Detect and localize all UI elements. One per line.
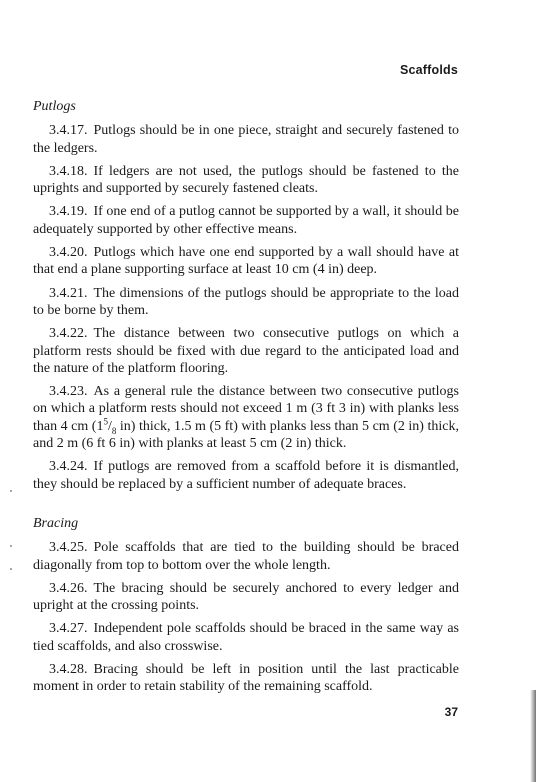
paragraph-number: 3.4.18. xyxy=(49,163,88,179)
paragraph-number: 3.4.25. xyxy=(49,540,88,556)
page-number: 37 xyxy=(444,705,458,719)
paragraph-text: The distance between two consecutive putlogs on which a platform rests should be fixed with due regard to the anticipated load and the nature of the platform flooring. xyxy=(33,326,459,376)
paragraph-text: Pole scaffolds that are tied to the building should be braced diagonally from top to bottom over the whole length. xyxy=(33,540,459,573)
paragraph-3-4-19 xyxy=(33,203,459,238)
paragraph-text: The bracing should be securely anchored to every ledger and upright at the crossing points. xyxy=(33,580,459,614)
paragraph-number: 3.4.17. xyxy=(49,123,88,139)
paragraph-3-4-24 xyxy=(33,458,459,493)
fraction-numerator: 5 xyxy=(103,416,108,427)
scan-speck xyxy=(10,490,12,492)
paragraph-number: 3.4.20. xyxy=(49,245,88,261)
fraction-denominator: 8 xyxy=(111,425,117,436)
paragraph-3-4-17 xyxy=(33,122,459,157)
paragraph-text: If putlogs are removed from a scaffold before it is dismantled, they should be replaced by a sufficient number of adequate braces. xyxy=(33,459,459,492)
section-heading-bracing: Bracing xyxy=(33,515,79,531)
paragraph-3-4-26 xyxy=(33,580,459,615)
scan-edge-shadow xyxy=(530,690,536,782)
section-heading-putlogs: Putlogs xyxy=(33,99,76,114)
paragraph-text: If ledgers are not used, the putlogs should be fastened to the uprights and supported by securely fastened cleats. xyxy=(33,163,459,197)
paragraph-text-after: in) thick, 1.5 m (5 ft) with planks less than 5 cm (2 in) thick, and 2 m (6 ft 6 in) with planks at least 5 cm (2 in) thick. xyxy=(33,418,459,452)
paragraph-number: 3.4.21. xyxy=(49,285,88,301)
paragraph-text-before: As a general rule the distance between two consecutive putlogs on which a platform rests should not exceed 1 m (3 ft 3 in) with planks less than 4 cm (1 xyxy=(33,384,459,434)
paragraph-number: 3.4.28. xyxy=(49,662,88,678)
paragraph-number: 3.4.26. xyxy=(49,580,88,596)
paragraph-number: 3.4.19. xyxy=(49,204,88,220)
paragraph-3-4-23: 3.4.23. As a general rule the distance between two consecutive putlogs on which a platform rests should not exceed 1 m (3 ft 3 in) with planks less than 4 cm ($1^5/_8$ in) thick, 1.5 m (5 ft) with planks less than 5 cm (2 in) thick, and 2 m (6 ft 6 in) with planks at least 5 cm (2 in) thick. xyxy=(33,384,459,452)
paragraph-text: Bracing should be left in position until the last practicable moment in order to retain stability of the remaining scaffold. xyxy=(33,662,459,695)
paragraph-text: Independent pole scaffolds should be braced in the same way as tied scaffolds, and also crosswise. xyxy=(33,621,459,654)
page-body xyxy=(33,98,459,702)
scan-speck xyxy=(10,568,12,570)
paragraph-number: 3.4.27. xyxy=(49,621,88,637)
running-head: Scaffolds xyxy=(399,63,458,77)
paragraph-3-4-22 xyxy=(33,325,459,377)
paragraph-3-4-18 xyxy=(33,163,459,198)
paragraph-number: 3.4.22. xyxy=(49,326,88,342)
paragraph-text: Putlogs should be in one piece, straight and securely fastened to the ledgers. xyxy=(33,123,459,156)
paragraph-3-4-28 xyxy=(33,661,459,696)
paragraph-3-4-21 xyxy=(33,285,459,320)
paragraph-3-4-27 xyxy=(33,620,459,655)
paragraph-text: The dimensions of the putlogs should be appropriate to the load to be borne by them. xyxy=(33,285,459,318)
paragraph-number: 3.4.23. xyxy=(49,384,88,400)
paragraph-3-4-25 xyxy=(33,539,459,574)
paragraph-text: If one end of a putlog cannot be supported by a wall, it should be adequately supported by other effective means. xyxy=(33,204,459,237)
scan-speck xyxy=(10,545,12,547)
paragraph-3-4-20 xyxy=(33,244,459,279)
paragraph-text: Putlogs which have one end supported by a wall should have at that end a plane supporting surface at least 10 cm (4 in) deep. xyxy=(33,245,459,278)
paragraph-number: 3.4.24. xyxy=(49,459,88,475)
